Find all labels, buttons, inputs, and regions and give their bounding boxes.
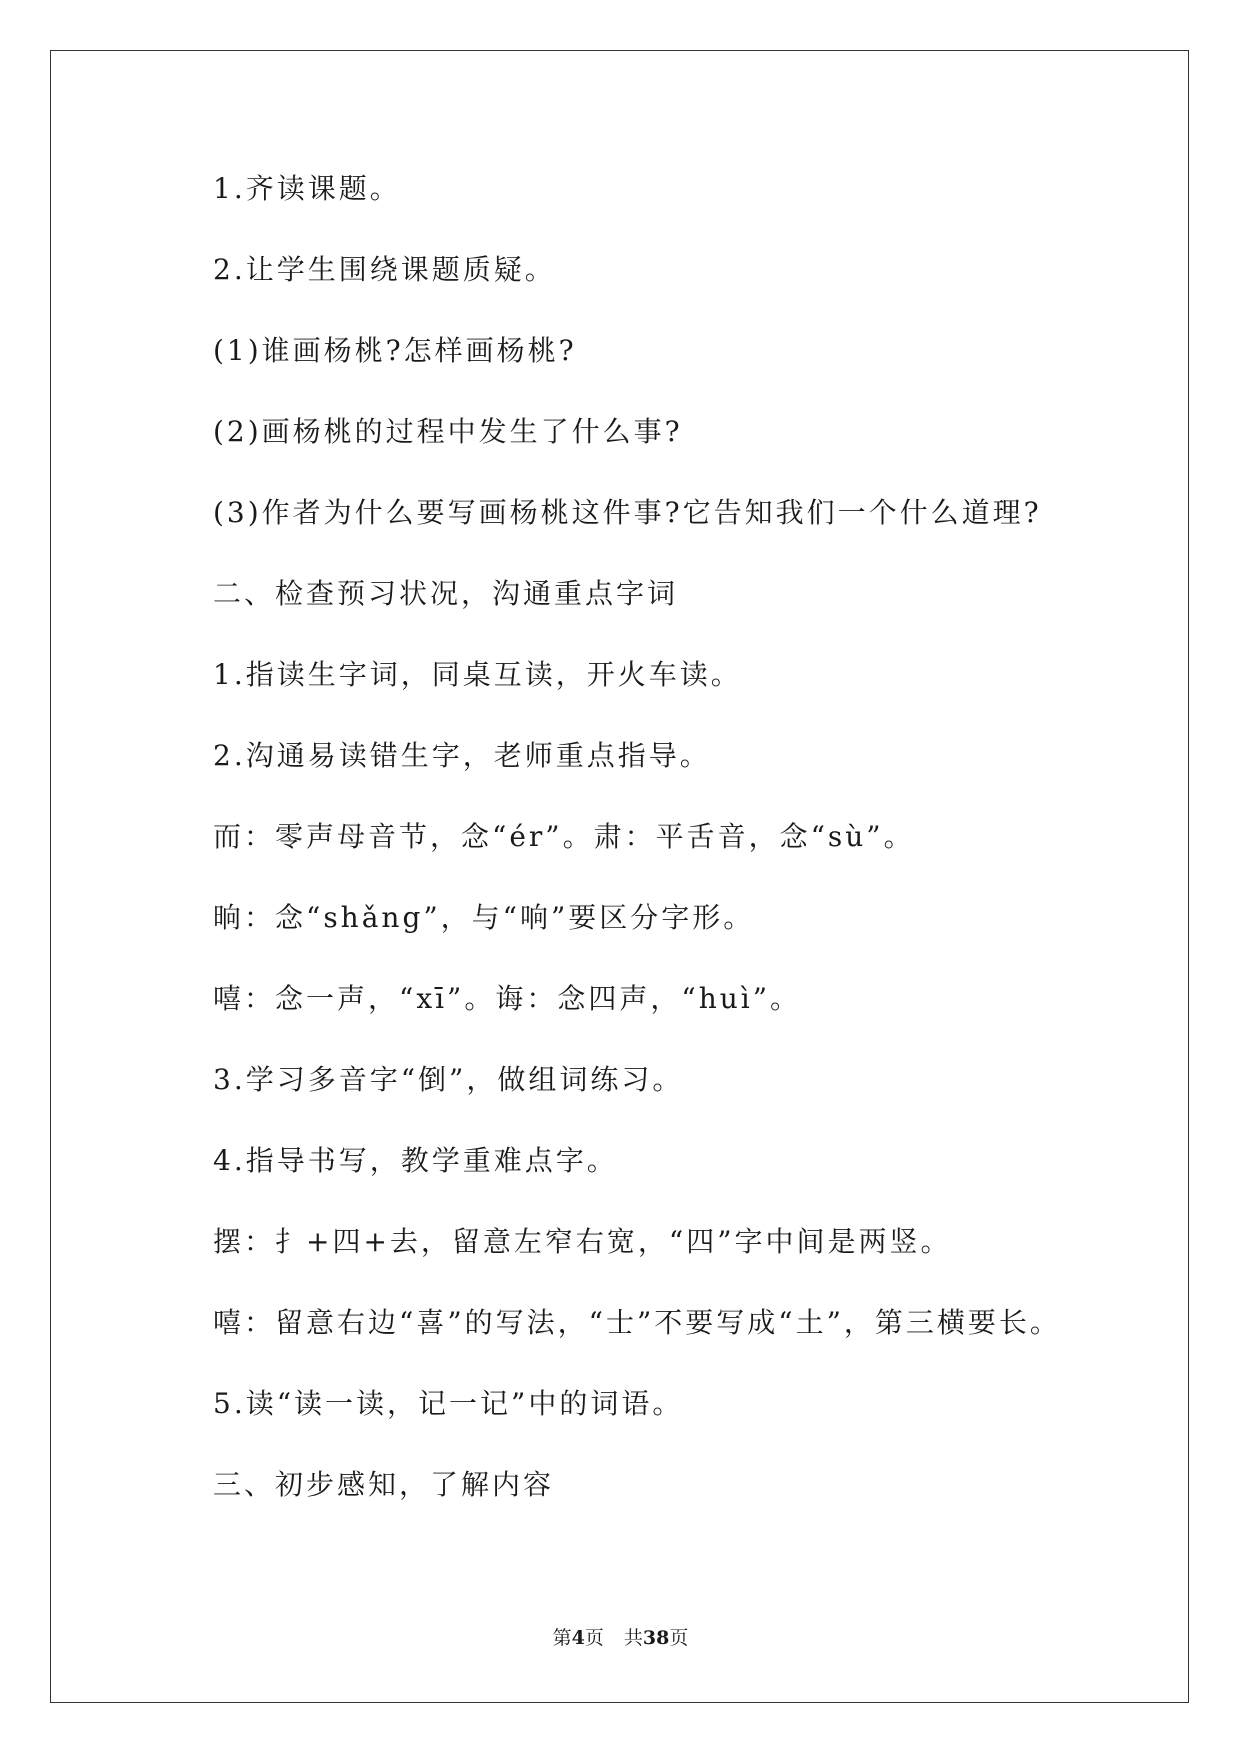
text-line: 嘻：念一声，“xī”。诲：念四声，“huì”。 xyxy=(213,982,802,1015)
text-line: 3.学习多音字“倒”，做组词练习。 xyxy=(213,1063,684,1096)
text-line: 2.沟通易读错生字，老师重点指导。 xyxy=(213,739,711,772)
text-line: 1.指读生字词，同桌互读，开火车读。 xyxy=(213,658,742,691)
text-line: 嘻：留意右边“喜”的写法，“士”不要写成“土”，第三横要长。 xyxy=(213,1306,1061,1339)
text-line: (2)画杨桃的过程中发生了什么事? xyxy=(213,415,683,448)
section-heading: 三、初步感知，了解内容 xyxy=(213,1468,555,1501)
text-line: (3)作者为什么要写画杨桃这件事?它告知我们一个什么道理? xyxy=(213,496,1042,529)
total-page-count: 38 xyxy=(642,1627,670,1649)
text-line: (1)谁画杨桃?怎样画杨桃? xyxy=(213,334,577,367)
text-line: 晌：念“shǎng”，与“响”要区分字形。 xyxy=(213,901,755,934)
footer-total-prefix: 共 xyxy=(623,1627,643,1649)
text-line: 1.齐读课题。 xyxy=(213,172,401,205)
footer-total-suffix: 页 xyxy=(669,1627,689,1649)
text-line: 5.读“读一读，记一记”中的词语。 xyxy=(213,1387,684,1420)
section-heading: 二、检查预习状况，沟通重点字词 xyxy=(213,577,679,610)
text-line: 4.指导书写，教学重难点字。 xyxy=(213,1144,618,1177)
footer-page-suffix: 页 xyxy=(584,1627,604,1649)
page-footer xyxy=(0,1626,1241,1650)
text-line: 而：零声母音节，念“ér”。肃：平舌音，念“sù”。 xyxy=(213,820,915,853)
current-page-number: 4 xyxy=(571,1627,585,1649)
footer-prefix: 第 xyxy=(552,1627,572,1649)
document-body xyxy=(213,165,1133,1542)
text-line: 2.让学生围绕课题质疑。 xyxy=(213,253,556,286)
text-line: 摆：扌+四+去，留意左窄右宽，“四”字中间是两竖。 xyxy=(213,1225,952,1258)
